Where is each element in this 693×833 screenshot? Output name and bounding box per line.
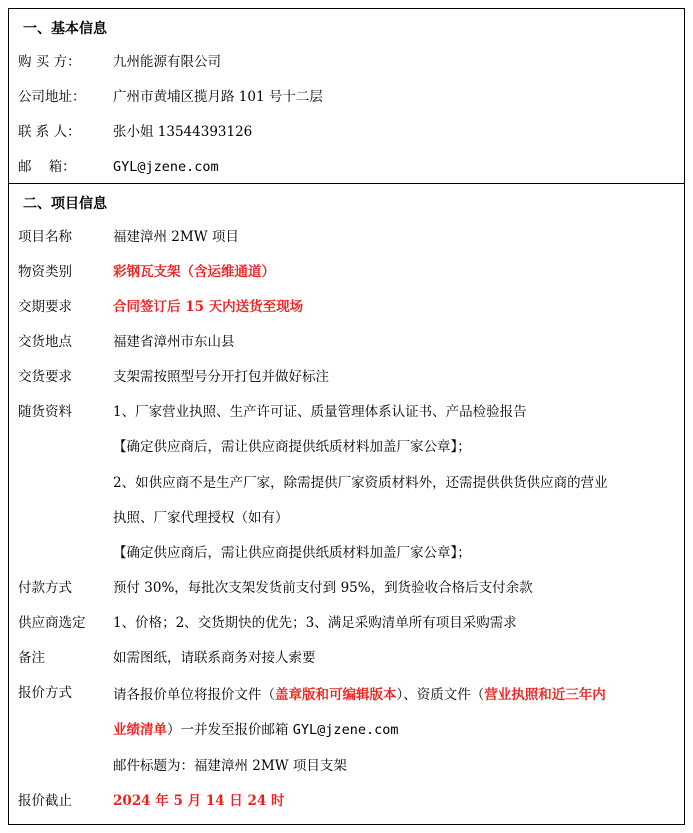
email-label: 邮 箱： (18, 159, 76, 175)
quote-line-2 (113, 721, 678, 739)
delivery-value: 合同签订后 15 天内送货至现场 (113, 299, 304, 315)
deadline-value: 2024 年 5 月 14 日 24 时 (113, 793, 285, 809)
email-value[interactable]: GYL@jzene.com (113, 159, 219, 175)
requirement-label: 交货要求 (18, 369, 72, 385)
quote-label: 报价方式 (18, 685, 72, 701)
project-name-value: 福建漳州 2MW 项目 (113, 229, 239, 245)
address-value: 广州市黄埔区揽月路 101 号十二层 (113, 89, 323, 105)
quote-highlight-versions: 盖章版和可编辑版本 (275, 687, 397, 703)
quote-email[interactable]: GYL@jzene.com (292, 722, 399, 738)
deadline-label: 报价截止 (18, 793, 72, 809)
place-value: 福建省漳州市东山县 (113, 334, 235, 350)
buyer-label: 购 买 方： (18, 54, 81, 70)
contact-value: 张小姐 13544393126 (113, 124, 253, 140)
documents-item-2-note: 【确定供应商后，需让供应商提供纸质材料加盖厂家公章】； (113, 545, 471, 561)
place-label: 交货地点 (18, 334, 72, 350)
documents-item-2b: 执照、厂家代理授权（如有） (113, 510, 289, 526)
basic-info-section (8, 8, 685, 184)
quote-text-3: ）一并发至报价邮箱 (167, 722, 293, 738)
quote-line-3: 邮件标题为：福建漳州 2MW 项目支架 (113, 758, 347, 774)
quote-text-1: 请各报价单位将报价文件（ (113, 687, 275, 703)
section-heading-basic: 一、基本信息 (23, 21, 107, 37)
project-info-section (8, 183, 685, 825)
quote-highlight-license: 营业执照和近三年内 (484, 687, 606, 703)
remark-label: 备注 (18, 650, 45, 666)
payment-value: 预付 30%，每批次支架发货前支付到 95%，到货验收合格后支付余款 (113, 580, 533, 596)
documents-item-1-note: 【确定供应商后，需让供应商提供纸质材料加盖厂家公章】； (113, 439, 471, 455)
payment-label: 付款方式 (18, 580, 72, 596)
documents-item-2a: 2、如供应商不是生产厂家，除需提供厂家资质材料外，还需提供供货供应商的营业 (113, 475, 608, 491)
requirement-value: 支架需按照型号分开打包并做好标注 (113, 369, 329, 385)
contact-label: 联 系 人： (18, 124, 81, 140)
delivery-label: 交期要求 (18, 299, 72, 315)
quote-text-2: ）、资质文件（ (396, 687, 485, 703)
buyer-value: 九州能源有限公司 (113, 54, 221, 70)
documents-label: 随货资料 (18, 404, 72, 420)
quote-highlight-performance: 业绩清单 (113, 722, 167, 738)
documents-item-1: 1、厂家营业执照、生产许可证、质量管理体系认证书、产品检验报告 (113, 404, 527, 420)
project-name-label: 项目名称 (18, 229, 72, 245)
selection-label: 供应商选定 (18, 615, 86, 631)
quote-line-1 (113, 686, 678, 704)
category-value: 彩钢瓦支架（含运维通道） (113, 264, 275, 280)
selection-value: 1、价格；2、交货期快的优先；3、满足采购清单所有项目采购需求 (113, 615, 517, 631)
remark-value: 如需图纸，请联系商务对接人索要 (113, 650, 316, 666)
category-label: 物资类别 (18, 264, 72, 280)
section-heading-project: 二、项目信息 (23, 196, 107, 212)
address-label: 公司地址： (18, 89, 86, 105)
